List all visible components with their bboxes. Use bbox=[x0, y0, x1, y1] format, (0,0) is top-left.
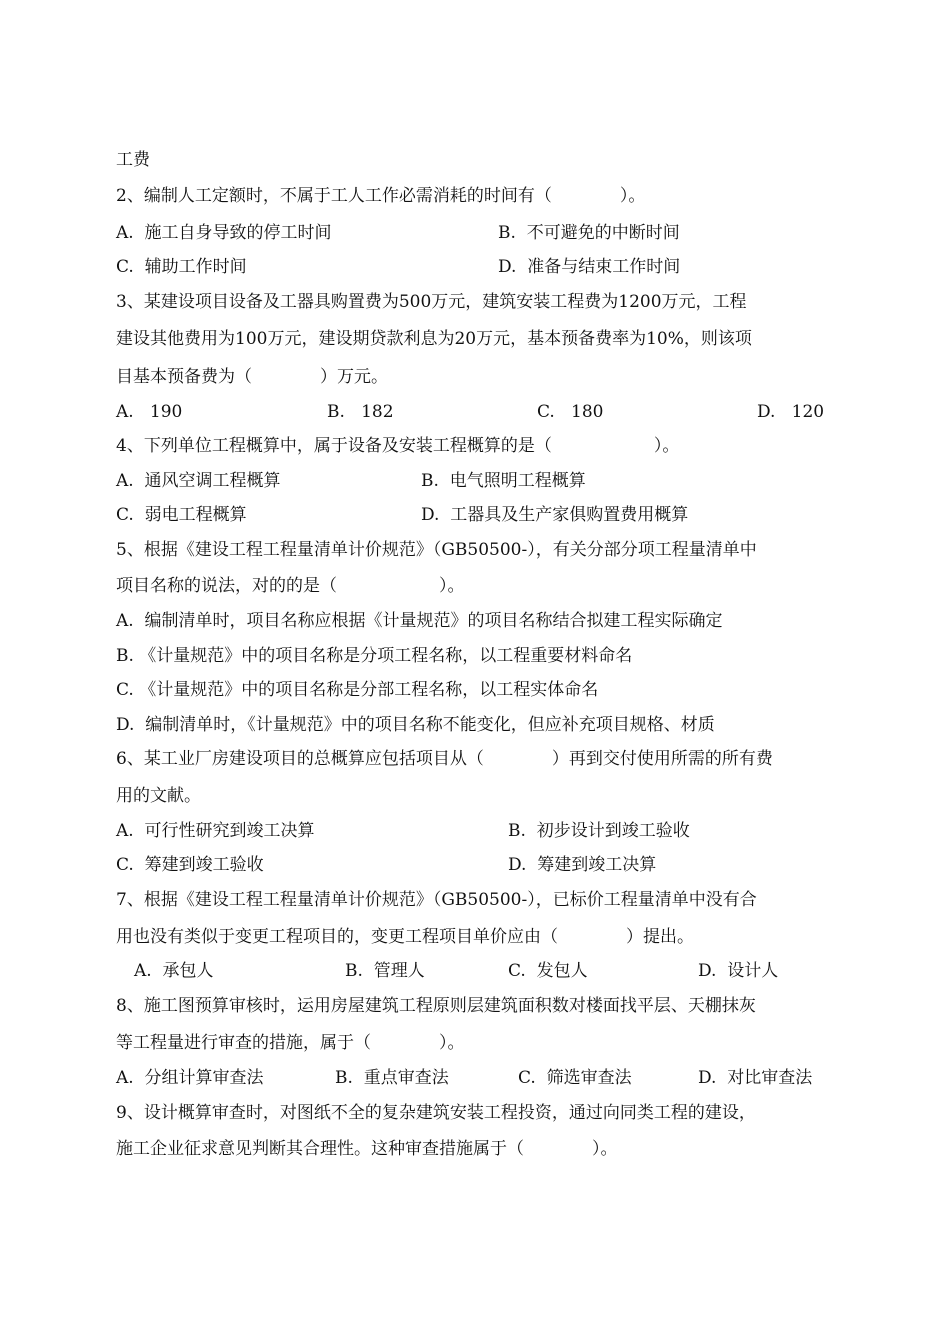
q2-option-a: A. 施工自身导致的停工时间 bbox=[116, 223, 332, 243]
q3-option-d: D. 120 bbox=[757, 402, 825, 422]
q4-option-a: A. 通风空调工程概算 bbox=[116, 471, 281, 491]
q9-stem-line1: 9、设计概算审查时，对图纸不全的复杂建筑安装工程投资，通过向同类工程的建设， bbox=[116, 1103, 756, 1123]
q7-option-c: C. 发包人 bbox=[508, 961, 588, 981]
q8-stem-line2: 等工程量进行审查的措施，属于（ ）。 bbox=[116, 1033, 465, 1053]
q9-stem-line2: 施工企业征求意见判断其合理性。这种审查措施属于（ ）。 bbox=[116, 1139, 618, 1159]
q8-stem-line1: 8、施工图预算审核时，运用房屋建筑工程原则层建筑面积数对楼面找平层、天棚抹灰 bbox=[116, 996, 756, 1016]
q8-option-a: A. 分组计算审查法 bbox=[116, 1068, 264, 1088]
q5-stem-line1: 5、根据《建设工程工程量清单计价规范》（GB50500-），有关分部分项工程量清单中 bbox=[116, 540, 757, 560]
q2-option-d: D. 准备与结束工作时间 bbox=[498, 257, 681, 277]
q6-option-b: B. 初步设计到竣工验收 bbox=[508, 821, 690, 841]
q3-stem-line3: 目基本预备费为（ ）万元。 bbox=[116, 367, 388, 387]
q4-option-c: C. 弱电工程概算 bbox=[116, 505, 247, 525]
q3-option-b: B. 182 bbox=[327, 402, 394, 422]
q6-option-c: C. 筹建到竣工验收 bbox=[116, 855, 264, 875]
q3-stem-line1: 3、某建设项目设备及工器具购置费为500万元，建筑安装工程费为1200万元，工程 bbox=[116, 292, 747, 312]
q8-option-c: C. 筛选审查法 bbox=[518, 1068, 632, 1088]
q5-stem-line2: 项目名称的说法，对的的是（ ）。 bbox=[116, 576, 465, 596]
q5-option-c: C. 《计量规范》中的项目名称是分部工程名称，以工程实体命名 bbox=[116, 680, 599, 700]
q6-stem-line1: 6、某工业厂房建设项目的总概算应包括项目从（ ）再到交付使用所需的所有费 bbox=[116, 749, 773, 769]
q5-option-d: D. 编制清单时，《计量规范》中的项目名称不能变化，但应补充项目规格、材质 bbox=[116, 715, 715, 735]
q5-option-b: B. 《计量规范》中的项目名称是分项工程名称，以工程重要材料命名 bbox=[116, 646, 633, 666]
q6-option-d: D. 筹建到竣工决算 bbox=[508, 855, 657, 875]
q5-option-a: A. 编制清单时，项目名称应根据《计量规范》的项目名称结合拟建工程实际确定 bbox=[116, 611, 723, 631]
q2-option-b: B. 不可避免的中断时间 bbox=[498, 223, 680, 243]
q6-stem-line2: 用的文献。 bbox=[116, 786, 201, 806]
q2-option-c: C. 辅助工作时间 bbox=[116, 257, 247, 277]
q2-stem: 2、编制人工定额时，不属于工人工作必需消耗的时间有（ ）。 bbox=[116, 186, 646, 206]
q3-option-a: A. 190 bbox=[116, 402, 183, 422]
q7-option-b: B. 管理人 bbox=[345, 961, 425, 981]
q7-option-d: D. 设计人 bbox=[698, 961, 779, 981]
q1-tail: 工费 bbox=[116, 150, 150, 170]
q3-option-c: C. 180 bbox=[537, 402, 604, 422]
q3-stem-line2: 建设其他费用为100万元，建设期贷款利息为20万元，基本预备费率为10%，则该项 bbox=[116, 329, 752, 349]
q4-option-b: B. 电气照明工程概算 bbox=[421, 471, 586, 491]
q8-option-b: B. 重点审查法 bbox=[335, 1068, 449, 1088]
q4-option-d: D. 工器具及生产家俱购置费用概算 bbox=[421, 505, 689, 525]
q6-option-a: A. 可行性研究到竣工决算 bbox=[116, 821, 315, 841]
q7-stem-line1: 7、根据《建设工程工程量清单计价规范》（GB50500-），已标价工程量清单中没有合 bbox=[116, 890, 757, 910]
q8-option-d: D. 对比审查法 bbox=[698, 1068, 813, 1088]
q7-option-a: A. 承包人 bbox=[134, 961, 214, 981]
q7-stem-line2: 用也没有类似于变更工程项目的，变更工程项目单价应由（ ）提出。 bbox=[116, 927, 694, 947]
q4-stem: 4、下列单位工程概算中，属于设备及安装工程概算的是（ ）。 bbox=[116, 436, 680, 456]
